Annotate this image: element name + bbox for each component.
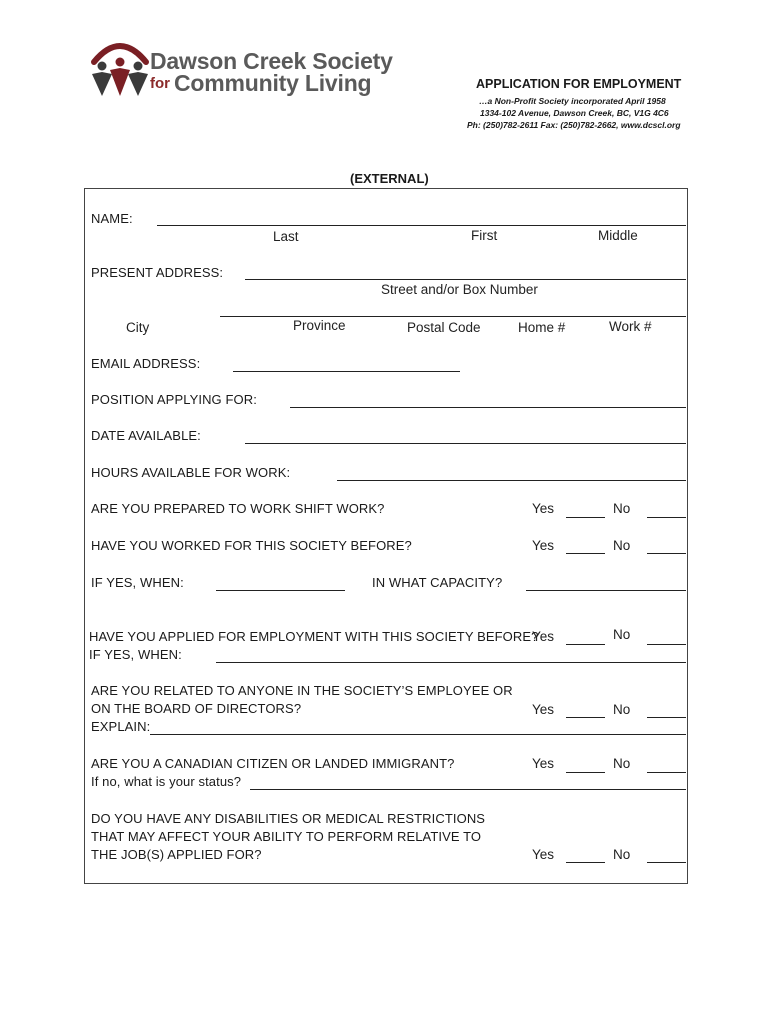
applied-when-label: IF YES, WHEN: — [89, 647, 182, 662]
city-caption: City — [126, 320, 150, 335]
address-label: PRESENT ADDRESS: — [91, 265, 224, 280]
address-street-caption: Street and/or Box Number — [381, 282, 538, 297]
status-field[interactable] — [250, 789, 686, 790]
citizen-no-label: No — [613, 756, 631, 771]
logo-line2: Community Living — [174, 70, 372, 96]
worked-yes-label: Yes — [532, 538, 555, 553]
applied-no-label: No — [613, 627, 631, 642]
capacity-label: IN WHAT CAPACITY? — [372, 575, 503, 590]
capacity-field[interactable] — [526, 590, 686, 591]
header-line2: 1334-102 Avenue, Dawson Creek, BC, V1G 4C6 — [480, 108, 669, 118]
applied-no-field[interactable] — [647, 644, 686, 645]
worked-no-label: No — [613, 538, 631, 553]
related-yes-field[interactable] — [566, 717, 605, 718]
address-street-field[interactable] — [245, 279, 686, 280]
citizen-no-field[interactable] — [647, 772, 686, 773]
work-phone-caption: Work # — [609, 319, 652, 334]
disability-no-field[interactable] — [647, 862, 686, 863]
applied-yes-label: Yes — [532, 629, 555, 644]
position-label: POSITION APPLYING FOR: — [91, 392, 257, 407]
explain-label: EXPLAIN: — [91, 719, 151, 734]
disability-question-line1: DO YOU HAVE ANY DISABILITIES OR MEDICAL RESTRICTIONS — [91, 811, 486, 826]
disability-no-label: No — [613, 847, 631, 862]
worked-when-field[interactable] — [216, 590, 345, 591]
related-no-label: No — [613, 702, 631, 717]
logo-for: for — [150, 75, 170, 92]
name-field[interactable] — [157, 225, 686, 226]
shift-no-label: No — [613, 501, 631, 516]
applied-when-field[interactable] — [216, 662, 686, 663]
organization-logo — [88, 36, 393, 100]
status-label: If no, what is your status? — [91, 774, 242, 789]
header-title: APPLICATION FOR EMPLOYMENT — [476, 77, 682, 91]
worked-yes-field[interactable] — [566, 553, 605, 554]
header-line3: Ph: (250)782-2611 Fax: (250)782-2662, www.dcscl.org — [467, 120, 681, 130]
shift-work-question: ARE YOU PREPARED TO WORK SHIFT WORK? — [91, 501, 385, 516]
header-line1: …a Non-Profit Society incorporated April 1958 — [479, 96, 666, 106]
email-field[interactable] — [233, 371, 460, 372]
address-city-field[interactable] — [220, 316, 686, 317]
name-label: NAME: — [91, 211, 133, 226]
logo-line1: Dawson Creek Society — [150, 48, 393, 74]
shift-yes-label: Yes — [532, 501, 555, 516]
disability-yes-field[interactable] — [566, 862, 605, 863]
hours-label: HOURS AVAILABLE FOR WORK: — [91, 465, 291, 480]
home-phone-caption: Home # — [518, 320, 566, 335]
related-yes-label: Yes — [532, 702, 555, 717]
applied-before-question: HAVE YOU APPLIED FOR EMPLOYMENT WITH THIS SOCIETY BEFORE? — [89, 629, 539, 644]
disability-question-line3: THE JOB(S) APPLIED FOR? — [91, 847, 262, 862]
citizen-yes-label: Yes — [532, 756, 555, 771]
worked-before-question: HAVE YOU WORKED FOR THIS SOCIETY BEFORE? — [91, 538, 412, 553]
name-last-caption: Last — [273, 229, 299, 244]
citizen-question: ARE YOU A CANADIAN CITIZEN OR LANDED IMMIGRANT? — [91, 756, 455, 771]
name-first-caption: First — [471, 228, 498, 243]
explain-field[interactable] — [150, 734, 686, 735]
position-field[interactable] — [290, 407, 686, 408]
name-middle-caption: Middle — [598, 228, 638, 243]
email-label: EMAIL ADDRESS: — [91, 356, 201, 371]
shift-yes-field[interactable] — [566, 517, 605, 518]
disability-question-line2: THAT MAY AFFECT YOUR ABILITY TO PERFORM RELATIVE TO — [91, 829, 482, 844]
related-question-line2: ON THE BOARD OF DIRECTORS? — [91, 701, 302, 716]
worked-no-field[interactable] — [647, 553, 686, 554]
disability-yes-label: Yes — [532, 847, 555, 862]
related-no-field[interactable] — [647, 717, 686, 718]
date-available-field[interactable] — [245, 443, 686, 444]
logo-figures-icon — [88, 36, 152, 98]
citizen-yes-field[interactable] — [566, 772, 605, 773]
postal-caption: Postal Code — [407, 320, 481, 335]
related-question-line1: ARE YOU RELATED TO ANYONE IN THE SOCIETY’S EMPLOYEE OR — [91, 683, 513, 698]
hours-field[interactable] — [337, 480, 686, 481]
applied-yes-field[interactable] — [566, 644, 605, 645]
worked-when-label: IF YES, WHEN: — [91, 575, 184, 590]
shift-no-field[interactable] — [647, 517, 686, 518]
province-caption: Province — [293, 318, 346, 333]
date-available-label: DATE AVAILABLE: — [91, 428, 201, 443]
form-variant: (EXTERNAL) — [350, 171, 429, 186]
